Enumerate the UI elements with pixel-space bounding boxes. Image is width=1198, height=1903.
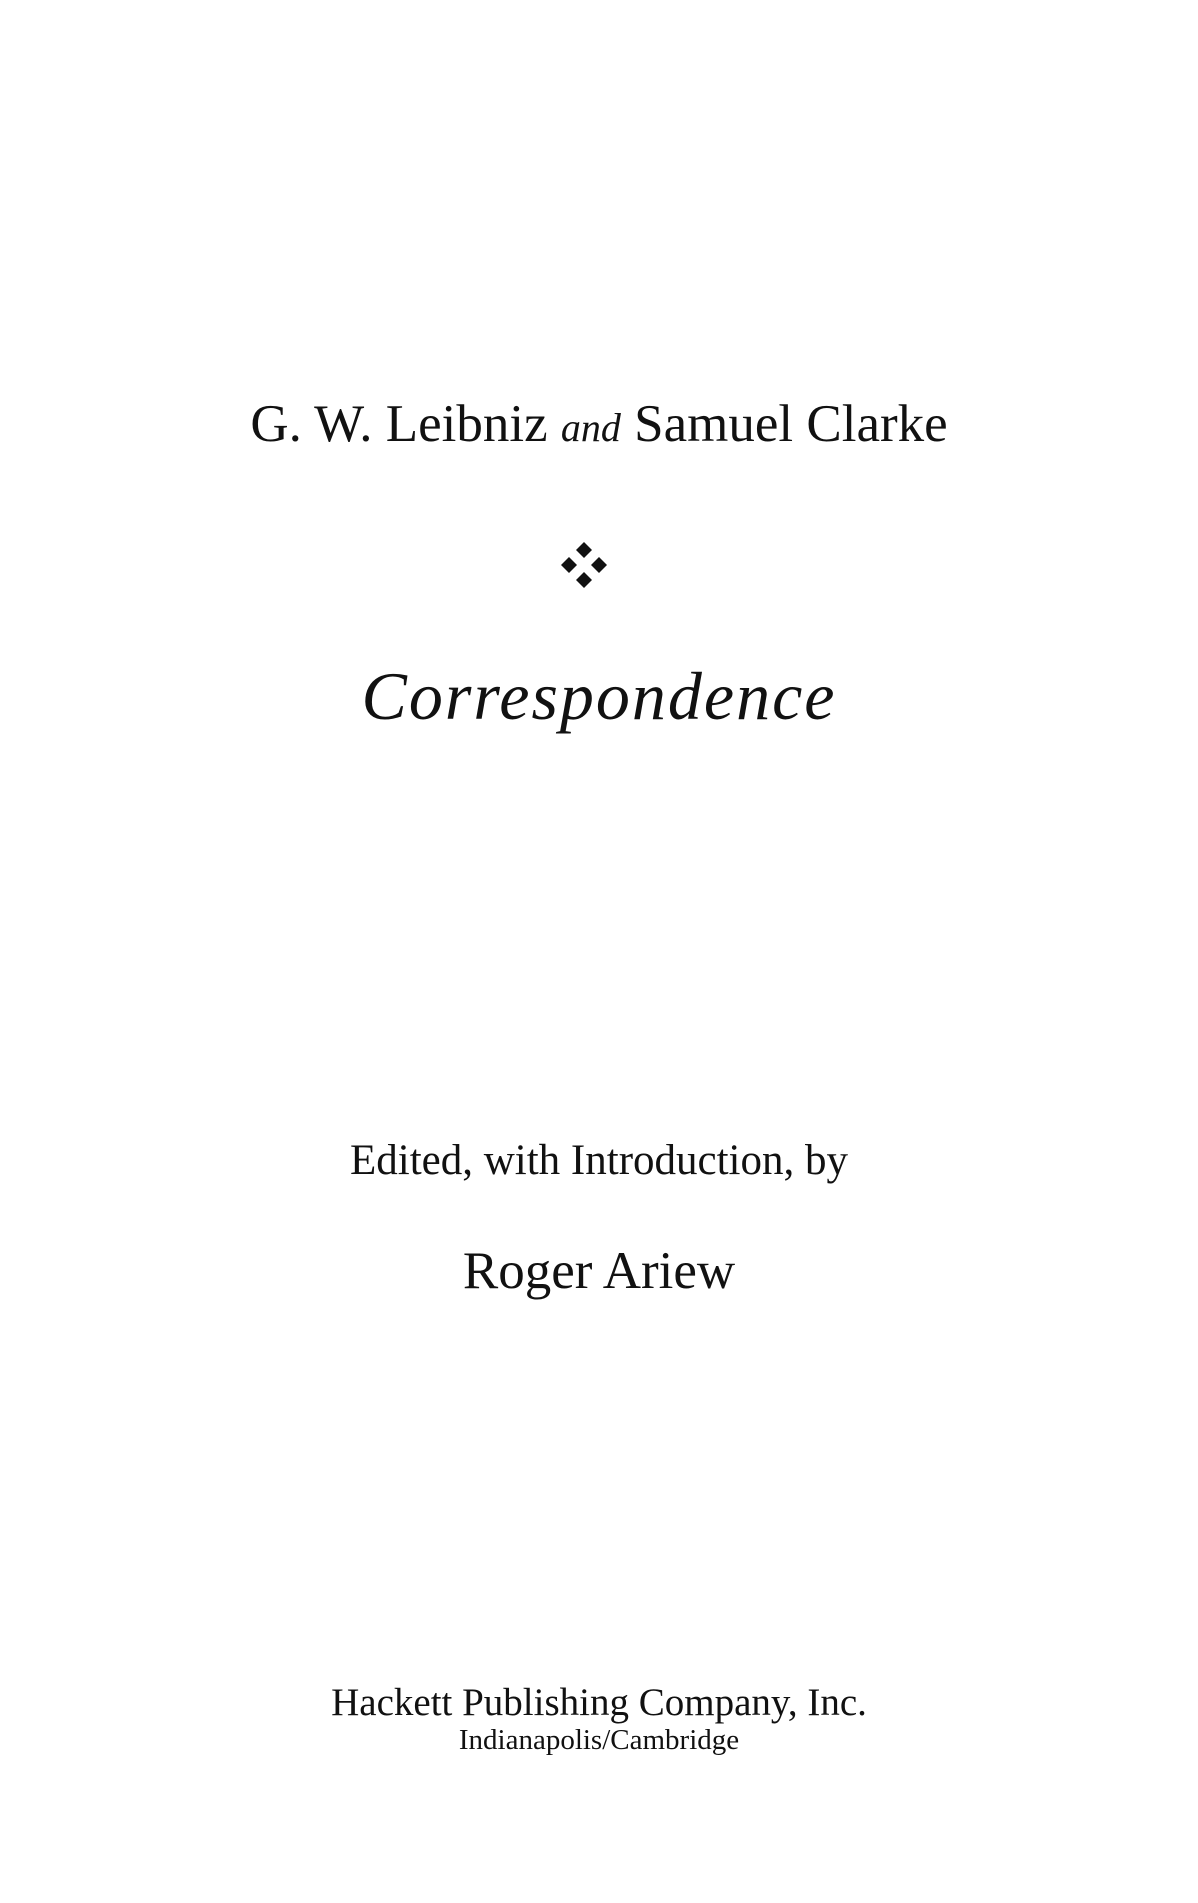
author-leibniz: G. W. Leibniz xyxy=(250,395,548,453)
author-conjunction: and xyxy=(560,405,621,450)
authors-line xyxy=(0,392,1198,460)
edited-by-line: Edited, with Introduction, by xyxy=(349,1137,848,1184)
editor-name: Roger Ariew xyxy=(462,1242,736,1300)
four-diamond-ornament-icon xyxy=(559,540,609,590)
publisher-place: Indianapolis/Cambridge xyxy=(458,1724,740,1756)
book-title: Correspondence xyxy=(361,658,837,734)
publisher-name: Hackett Publishing Company, Inc. xyxy=(331,1681,867,1724)
author-clarke: Samuel Clarke xyxy=(634,395,948,453)
